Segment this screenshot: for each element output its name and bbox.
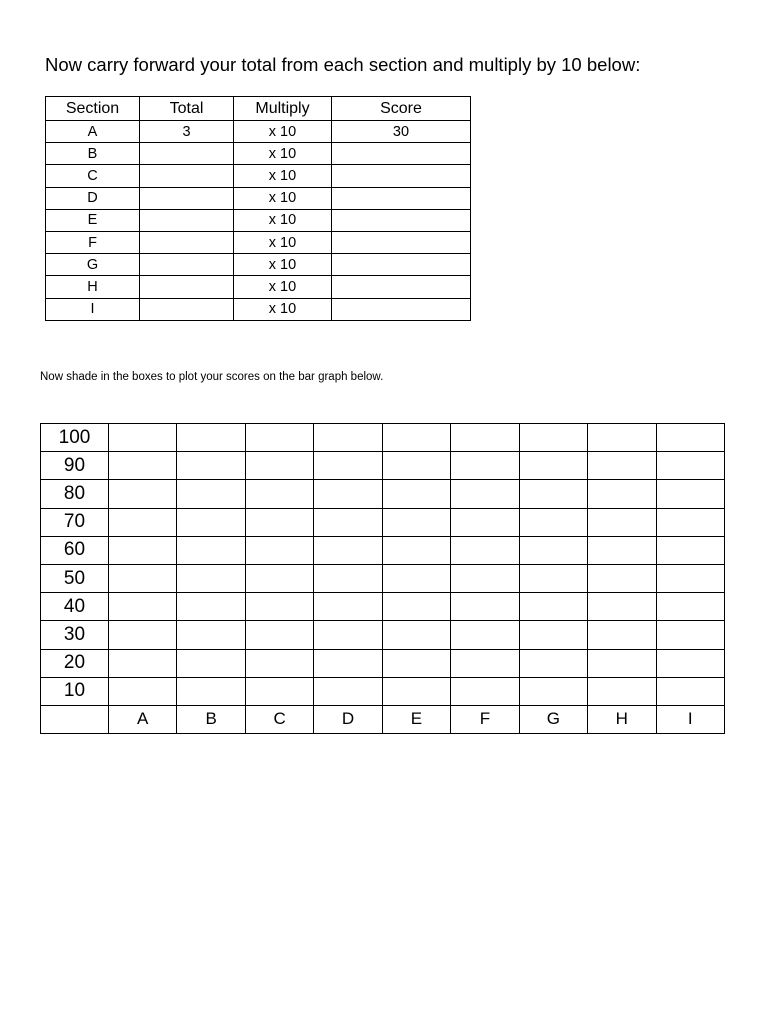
- graph-box[interactable]: [656, 508, 725, 536]
- graph-box[interactable]: [245, 452, 313, 480]
- graph-box[interactable]: [109, 649, 177, 677]
- graph-box[interactable]: [588, 621, 656, 649]
- score-table-row: [46, 187, 471, 209]
- cell-total: [140, 276, 234, 298]
- score-table-row: [46, 121, 471, 143]
- graph-box[interactable]: [451, 424, 519, 452]
- graph-box[interactable]: [656, 649, 725, 677]
- y-axis-label: 50: [41, 564, 109, 592]
- graph-box[interactable]: [245, 593, 313, 621]
- score-table-row: [46, 231, 471, 253]
- graph-box[interactable]: [656, 593, 725, 621]
- graph-box[interactable]: [588, 508, 656, 536]
- graph-box[interactable]: [382, 677, 450, 705]
- cell-score: [332, 298, 471, 320]
- graph-row: [41, 452, 725, 480]
- x-axis-row: [41, 705, 725, 733]
- graph-box[interactable]: [588, 452, 656, 480]
- cell-section: D: [46, 187, 140, 209]
- score-table-header-row: [46, 97, 471, 121]
- cell-score: [332, 254, 471, 276]
- cell-multiply: x 10: [234, 187, 332, 209]
- cell-score: [332, 231, 471, 253]
- graph-box[interactable]: [314, 508, 382, 536]
- graph-row: [41, 649, 725, 677]
- graph-box[interactable]: [177, 424, 245, 452]
- y-axis-label: 30: [41, 621, 109, 649]
- graph-box[interactable]: [451, 452, 519, 480]
- cell-section: G: [46, 254, 140, 276]
- graph-instruction: Now shade in the boxes to plot your scores on the bar graph below.: [40, 371, 384, 383]
- graph-box[interactable]: [109, 593, 177, 621]
- score-table-row: [46, 298, 471, 320]
- cell-section: B: [46, 143, 140, 165]
- graph-box[interactable]: [382, 480, 450, 508]
- cell-total: [140, 209, 234, 231]
- graph-box[interactable]: [656, 564, 725, 592]
- graph-box[interactable]: [656, 452, 725, 480]
- graph-box[interactable]: [519, 649, 587, 677]
- y-axis-label: 10: [41, 677, 109, 705]
- cell-multiply: x 10: [234, 231, 332, 253]
- x-axis-label: E: [382, 705, 450, 733]
- cell-score: [332, 187, 471, 209]
- graph-box[interactable]: [314, 536, 382, 564]
- graph-box[interactable]: [314, 621, 382, 649]
- score-table: [45, 96, 471, 321]
- graph-box[interactable]: [588, 677, 656, 705]
- graph-box[interactable]: [382, 593, 450, 621]
- graph-row: [41, 621, 725, 649]
- graph-box[interactable]: [245, 480, 313, 508]
- cell-section: F: [46, 231, 140, 253]
- graph-box[interactable]: [109, 424, 177, 452]
- cell-section: I: [46, 298, 140, 320]
- cell-score: 30: [332, 121, 471, 143]
- graph-box[interactable]: [519, 564, 587, 592]
- graph-box[interactable]: [656, 480, 725, 508]
- x-axis-label: I: [656, 705, 725, 733]
- worksheet-heading: Now carry forward your total from each section and multiply by 10 below:: [45, 54, 641, 75]
- graph-box[interactable]: [109, 536, 177, 564]
- header-multiply: Multiply: [234, 97, 332, 121]
- graph-box[interactable]: [382, 452, 450, 480]
- graph-box[interactable]: [451, 649, 519, 677]
- graph-box[interactable]: [177, 508, 245, 536]
- cell-score: [332, 276, 471, 298]
- graph-box[interactable]: [177, 621, 245, 649]
- graph-box[interactable]: [382, 621, 450, 649]
- graph-box[interactable]: [382, 649, 450, 677]
- y-axis-label: 90: [41, 452, 109, 480]
- graph-box[interactable]: [382, 508, 450, 536]
- graph-box[interactable]: [588, 480, 656, 508]
- graph-box[interactable]: [109, 621, 177, 649]
- graph-box[interactable]: [519, 452, 587, 480]
- graph-box[interactable]: [314, 593, 382, 621]
- graph-box[interactable]: [314, 452, 382, 480]
- x-axis-label: C: [245, 705, 313, 733]
- graph-box[interactable]: [245, 677, 313, 705]
- graph-box[interactable]: [451, 593, 519, 621]
- graph-corner-cell: [41, 705, 109, 733]
- cell-multiply: x 10: [234, 254, 332, 276]
- graph-box[interactable]: [451, 508, 519, 536]
- graph-box[interactable]: [177, 452, 245, 480]
- header-score: Score: [332, 97, 471, 121]
- graph-row: [41, 424, 725, 452]
- header-section: Section: [46, 97, 140, 121]
- graph-box[interactable]: [519, 621, 587, 649]
- graph-box[interactable]: [451, 564, 519, 592]
- y-axis-label: 60: [41, 536, 109, 564]
- graph-box[interactable]: [382, 536, 450, 564]
- cell-total: [140, 254, 234, 276]
- x-axis-label: A: [109, 705, 177, 733]
- cell-total: [140, 187, 234, 209]
- graph-box[interactable]: [177, 593, 245, 621]
- graph-box[interactable]: [451, 480, 519, 508]
- y-axis-label: 70: [41, 508, 109, 536]
- cell-total: [140, 165, 234, 187]
- cell-multiply: x 10: [234, 121, 332, 143]
- cell-score: [332, 209, 471, 231]
- graph-box[interactable]: [177, 649, 245, 677]
- graph-box[interactable]: [588, 564, 656, 592]
- header-total: Total: [140, 97, 234, 121]
- cell-section: E: [46, 209, 140, 231]
- graph-box[interactable]: [314, 649, 382, 677]
- graph-box[interactable]: [109, 508, 177, 536]
- cell-total: 3: [140, 121, 234, 143]
- graph-box[interactable]: [109, 480, 177, 508]
- graph-box[interactable]: [588, 649, 656, 677]
- score-table-row: [46, 143, 471, 165]
- graph-box[interactable]: [382, 424, 450, 452]
- cell-multiply: x 10: [234, 165, 332, 187]
- graph-box[interactable]: [314, 480, 382, 508]
- graph-row: [41, 508, 725, 536]
- cell-total: [140, 143, 234, 165]
- graph-box[interactable]: [656, 424, 725, 452]
- graph-box[interactable]: [588, 536, 656, 564]
- graph-box[interactable]: [109, 564, 177, 592]
- graph-row: [41, 593, 725, 621]
- x-axis-label: F: [451, 705, 519, 733]
- graph-box[interactable]: [519, 677, 587, 705]
- graph-box[interactable]: [519, 536, 587, 564]
- graph-box[interactable]: [382, 564, 450, 592]
- graph-box[interactable]: [245, 508, 313, 536]
- cell-total: [140, 231, 234, 253]
- y-axis-label: 100: [41, 424, 109, 452]
- x-axis-label: D: [314, 705, 382, 733]
- graph-box[interactable]: [656, 677, 725, 705]
- cell-score: [332, 143, 471, 165]
- graph-box[interactable]: [245, 536, 313, 564]
- score-table-row: [46, 254, 471, 276]
- y-axis-label: 40: [41, 593, 109, 621]
- graph-box[interactable]: [245, 424, 313, 452]
- x-axis-label: G: [519, 705, 587, 733]
- graph-box[interactable]: [519, 508, 587, 536]
- graph-row: [41, 677, 725, 705]
- graph-box[interactable]: [245, 621, 313, 649]
- graph-box[interactable]: [109, 677, 177, 705]
- graph-box[interactable]: [656, 536, 725, 564]
- cell-section: C: [46, 165, 140, 187]
- graph-box[interactable]: [588, 424, 656, 452]
- graph-row: [41, 564, 725, 592]
- graph-box[interactable]: [451, 536, 519, 564]
- x-axis-label: B: [177, 705, 245, 733]
- cell-multiply: x 10: [234, 209, 332, 231]
- y-axis-label: 80: [41, 480, 109, 508]
- graph-box[interactable]: [177, 480, 245, 508]
- cell-section: H: [46, 276, 140, 298]
- graph-box[interactable]: [656, 621, 725, 649]
- bar-graph-grid: [40, 423, 725, 734]
- graph-box[interactable]: [177, 564, 245, 592]
- graph-box[interactable]: [245, 649, 313, 677]
- graph-row: [41, 536, 725, 564]
- score-table-row: [46, 276, 471, 298]
- graph-box[interactable]: [177, 536, 245, 564]
- cell-score: [332, 165, 471, 187]
- graph-box[interactable]: [314, 424, 382, 452]
- graph-box[interactable]: [245, 564, 313, 592]
- score-table-row: [46, 209, 471, 231]
- cell-multiply: x 10: [234, 298, 332, 320]
- graph-row: [41, 480, 725, 508]
- cell-total: [140, 298, 234, 320]
- graph-box[interactable]: [314, 677, 382, 705]
- graph-box[interactable]: [588, 593, 656, 621]
- graph-box[interactable]: [451, 677, 519, 705]
- cell-section: A: [46, 121, 140, 143]
- graph-box[interactable]: [519, 424, 587, 452]
- graph-box[interactable]: [314, 564, 382, 592]
- graph-box[interactable]: [451, 621, 519, 649]
- graph-box[interactable]: [519, 593, 587, 621]
- y-axis-label: 20: [41, 649, 109, 677]
- graph-box[interactable]: [519, 480, 587, 508]
- cell-multiply: x 10: [234, 276, 332, 298]
- cell-multiply: x 10: [234, 143, 332, 165]
- graph-box[interactable]: [109, 452, 177, 480]
- x-axis-label: H: [588, 705, 656, 733]
- graph-box[interactable]: [177, 677, 245, 705]
- score-table-row: [46, 165, 471, 187]
